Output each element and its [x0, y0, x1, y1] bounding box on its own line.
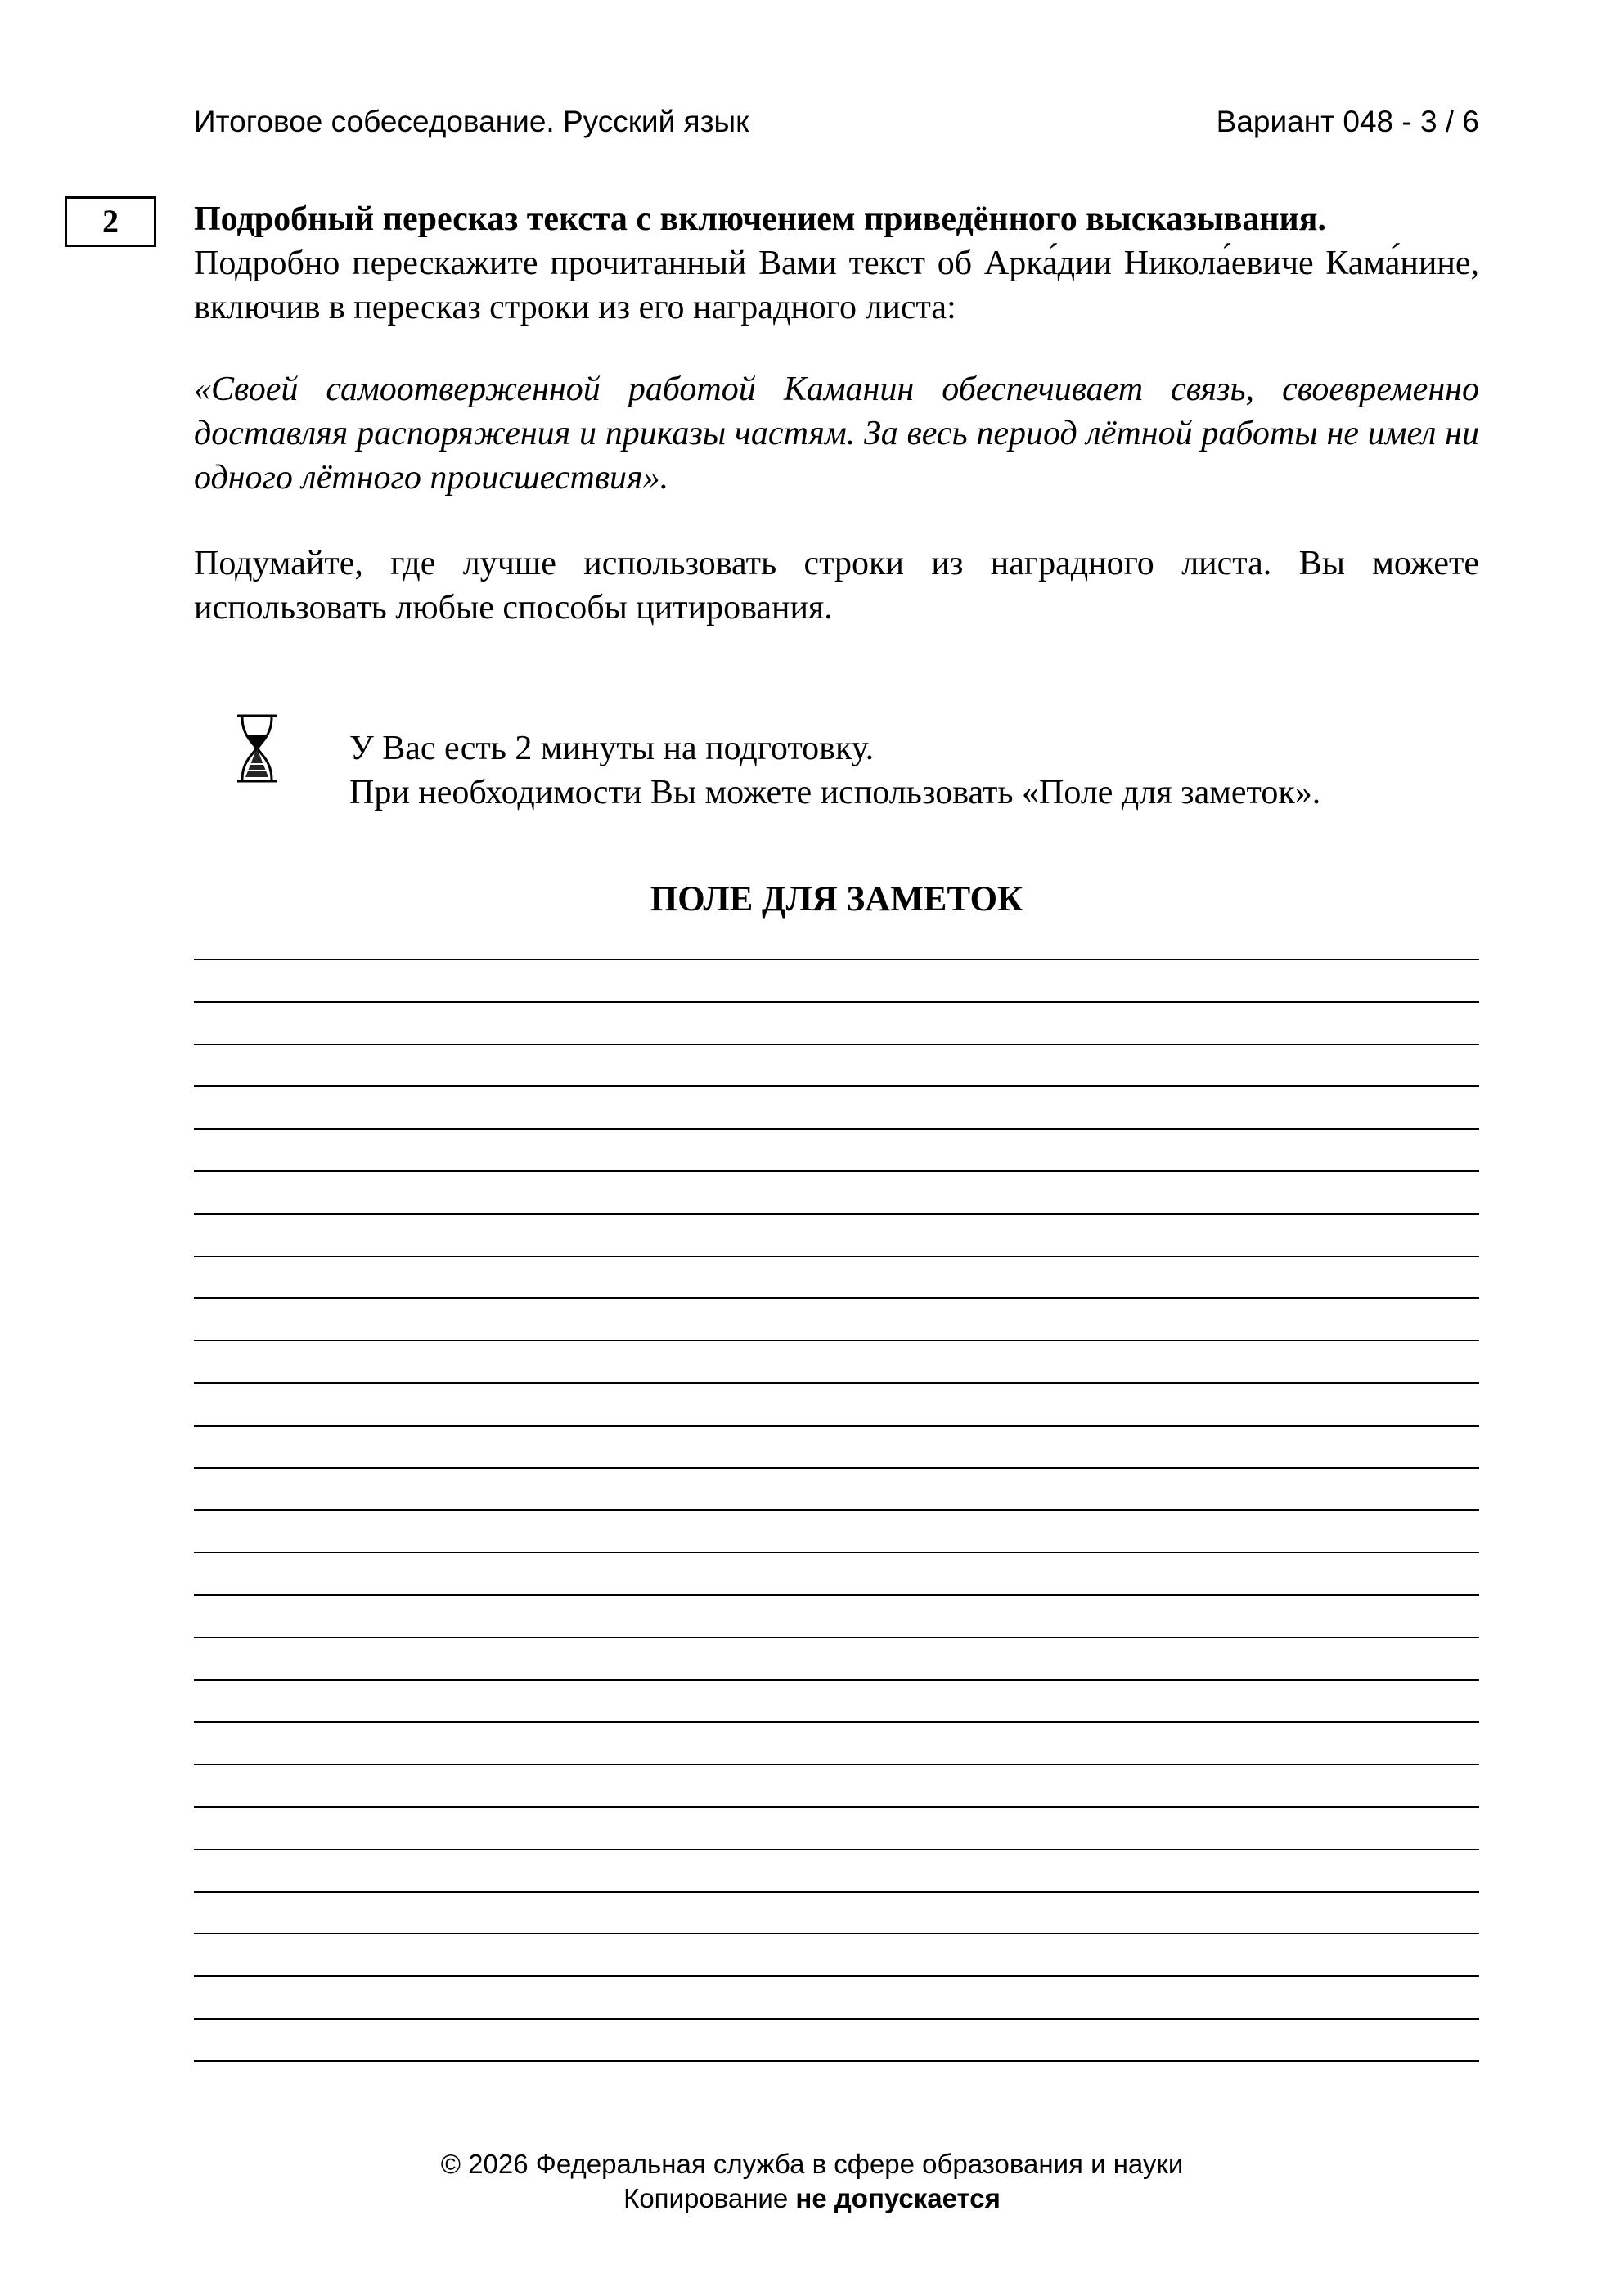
note-line — [194, 1509, 1479, 1511]
task-block — [194, 197, 1479, 630]
footer-copy-prefix: Копирование — [623, 2183, 789, 2213]
note-line — [194, 1001, 1479, 1003]
hourglass-icon — [234, 713, 280, 784]
note-line — [194, 2018, 1479, 2020]
note-line — [194, 959, 1479, 960]
note-line — [194, 1933, 1479, 1934]
timer-line-2: При необходимости Вы можете использовать «Поле для заметок». — [349, 774, 1321, 811]
note-line — [194, 1764, 1479, 1765]
header-subject: Итоговое собеседование. Русский язык — [194, 105, 749, 138]
note-line — [194, 2060, 1479, 2062]
footer-copyright: © 2026 Федеральная служба в сфере образования и науки — [440, 2149, 1184, 2179]
note-line — [194, 1891, 1479, 1893]
citation-tip: Подумайте, где лучше использовать строки из наградного листа. Вы можете использовать любые способы цитирования. — [194, 545, 1479, 627]
footer-copy-notice — [0, 2181, 1624, 2216]
note-line — [194, 1637, 1479, 1638]
footer — [0, 2147, 1624, 2216]
note-line — [194, 1085, 1479, 1087]
footer-copy-bold: не допускается — [795, 2183, 1001, 2213]
note-line — [194, 1849, 1479, 1850]
task-instruction: Подробно перескажите прочитанный Вами текст об Арка́дии Никола́евиче Кама́нине, включив в пересказ строки из его наградного листа: — [194, 245, 1479, 326]
note-line — [194, 1552, 1479, 1553]
notes-title: ПОЛЕ ДЛЯ ЗАМЕТОК — [650, 880, 1023, 919]
note-line — [194, 1467, 1479, 1469]
note-line — [194, 1044, 1479, 1045]
note-line — [194, 1721, 1479, 1723]
note-line — [194, 1170, 1479, 1172]
timer-line-1: У Вас есть 2 минуты на подготовку. — [349, 730, 875, 767]
award-quote: «Своей самоотверженной работой Каманин обеспечивает связь, своевременно доставляя распоряжения и приказы частям. За весь период лётной работы не имел ни одного лётного происшествия». — [194, 371, 1479, 496]
note-line — [194, 1340, 1479, 1341]
note-line — [194, 1425, 1479, 1427]
note-line — [194, 1975, 1479, 1977]
note-line — [194, 1256, 1479, 1257]
note-line — [194, 1297, 1479, 1299]
task-number: 2 — [65, 196, 156, 247]
note-line — [194, 1213, 1479, 1215]
note-line — [194, 1128, 1479, 1130]
timer-note — [349, 726, 1320, 815]
task-title: Подробный пересказ текста с включением приведённого высказывания. — [194, 200, 1326, 238]
note-line — [194, 1594, 1479, 1596]
note-line — [194, 1382, 1479, 1384]
note-line — [194, 1679, 1479, 1681]
header-variant: Вариант 048 - 3 / 6 — [1216, 105, 1479, 138]
note-line — [194, 1806, 1479, 1808]
